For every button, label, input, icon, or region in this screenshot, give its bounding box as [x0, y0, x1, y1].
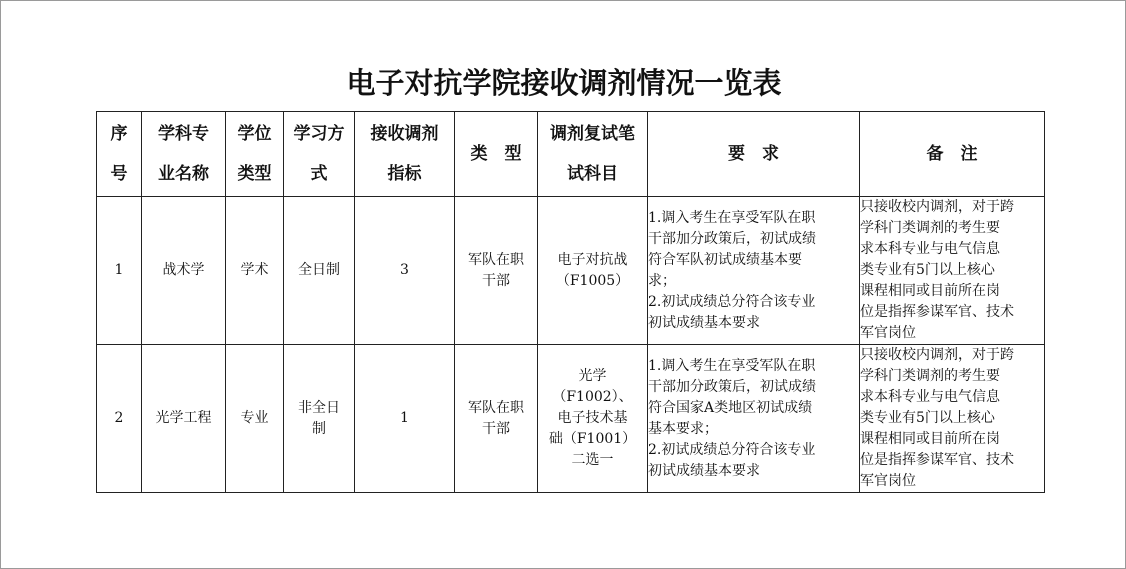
cell-quota: 1: [355, 345, 455, 493]
cell-notes: 只接收校内调剂，对于跨 学科门类调剂的考生要 求本科专业与电气信息 类专业有5门以上核心 课程相同或目前所在岗 位是指挥参谋军官、技术 军官岗位: [860, 345, 1045, 493]
cell-subject: 电子对抗战 （F1005）: [538, 197, 648, 345]
cell-major: 光学工程: [142, 345, 226, 493]
header-requirements: 要 求: [648, 112, 860, 197]
cell-type: 军队在职 干部: [455, 197, 538, 345]
cell-quota: 3: [355, 197, 455, 345]
cell-requirements: 1.调入考生在享受军队在职 干部加分政策后，初试成绩 符合军队初试成绩基本要 求； 2.初试成绩总分符合该专业 初试成绩基本要求: [648, 197, 860, 345]
cell-requirements: 1.调入考生在享受军队在职 干部加分政策后，初试成绩 符合国家A类地区初试成绩 基本要求； 2.初试成绩总分符合该专业 初试成绩基本要求: [648, 345, 860, 493]
transfer-table: [96, 111, 1045, 493]
header-quota: 接收调剂 指标: [355, 112, 455, 197]
table-row: [97, 345, 1045, 493]
header-major: 学科专 业名称: [142, 112, 226, 197]
table-row: [97, 197, 1045, 345]
cell-seq: 2: [97, 345, 142, 493]
header-subject: 调剂复试笔 试科目: [538, 112, 648, 197]
cell-seq: 1: [97, 197, 142, 345]
cell-degree: 学术: [226, 197, 284, 345]
cell-subject: 光学 （F1002）、 电子技术基 础（F1001） 二选一: [538, 345, 648, 493]
header-notes: 备 注: [860, 112, 1045, 197]
cell-degree: 专业: [226, 345, 284, 493]
header-degree: 学位 类型: [226, 112, 284, 197]
cell-mode: 全日制: [284, 197, 355, 345]
header-type: 类 型: [455, 112, 538, 197]
cell-mode: 非全日 制: [284, 345, 355, 493]
page-title: 电子对抗学院接收调剂情况一览表: [346, 66, 782, 100]
cell-major: 战术学: [142, 197, 226, 345]
header-mode: 学习方 式: [284, 112, 355, 197]
header-row: [97, 112, 1045, 197]
cell-type: 军队在职 干部: [455, 345, 538, 493]
header-seq: 序 号: [97, 112, 142, 197]
cell-notes: 只接收校内调剂，对于跨 学科门类调剂的考生要 求本科专业与电气信息 类专业有5门以上核心 课程相同或目前所在岗 位是指挥参谋军官、技术 军官岗位: [860, 197, 1045, 345]
